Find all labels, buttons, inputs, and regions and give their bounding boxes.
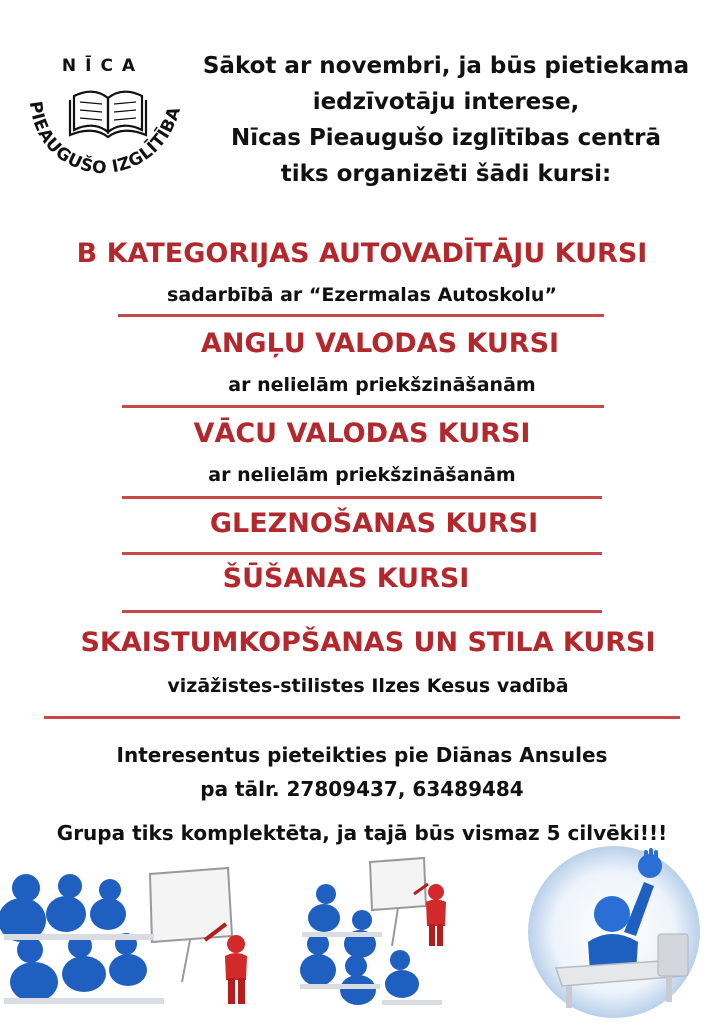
- classroom-illustration: [0, 850, 270, 1020]
- course-title: VĀCU VALODAS KURSI: [193, 418, 531, 449]
- course-title: GLEZNOŠANAS KURSI: [209, 508, 539, 539]
- group-note: Grupa tiks komplektēta, ja tajā būs vismaz 5 cilvēki!!!: [56, 821, 668, 845]
- course-title: ŠŪŠANAS KURSI: [222, 563, 470, 594]
- logo-arc-text: PIEAUGUŠO IZGLĪTĪBA: [24, 99, 186, 179]
- divider: [118, 314, 604, 317]
- svg-text:PIEAUGUŠO IZGLĪTĪBA: [25, 100, 185, 178]
- intro-line: Nīcas Pieaugušo izglītības centrā: [230, 125, 662, 151]
- divider: [122, 405, 604, 408]
- course-subtitle: sadarbībā ar “Ezermalas Autoskolu”: [167, 284, 557, 306]
- raised-hand-student-illustration: [526, 842, 704, 1022]
- logo: [22, 40, 194, 180]
- contact-info: [0, 738, 724, 850]
- divider: [122, 496, 602, 499]
- logo-graphic: [22, 40, 194, 180]
- book-icon: [70, 92, 146, 137]
- course-subtitle: ar nelielām priekšzināšanām: [208, 464, 516, 486]
- contact-line: Interesentus pieteikties pie Diānas Ansules: [116, 743, 608, 767]
- course-title: SKAISTUMKOPŠANAS UN STILA KURSI: [80, 627, 656, 658]
- course-subtitle: ar nelielām priekšzināšanām: [228, 374, 536, 396]
- intro-text: [186, 48, 706, 192]
- intro-line: Sākot ar novembri, ja būs pietiekama: [202, 53, 690, 79]
- contact-phone: pa tālr. 27809437, 63489484: [200, 777, 524, 801]
- classroom-illustration: [296, 850, 476, 1020]
- course-title: ANGĻU VALODAS KURSI: [200, 328, 560, 359]
- course-title: B KATEGORIJAS AUTOVADĪTĀJU KURSI: [76, 238, 648, 269]
- course-subtitle: vizāžistes-stilistes Ilzes Kesus vadībā: [167, 675, 569, 697]
- intro-line: tiks organizēti šādi kursi:: [280, 161, 612, 187]
- divider: [44, 716, 680, 719]
- divider: [122, 610, 602, 613]
- intro-line: iedzīvotāju interese,: [312, 89, 580, 115]
- logo-word: NĪCA: [61, 56, 145, 76]
- divider: [122, 552, 602, 555]
